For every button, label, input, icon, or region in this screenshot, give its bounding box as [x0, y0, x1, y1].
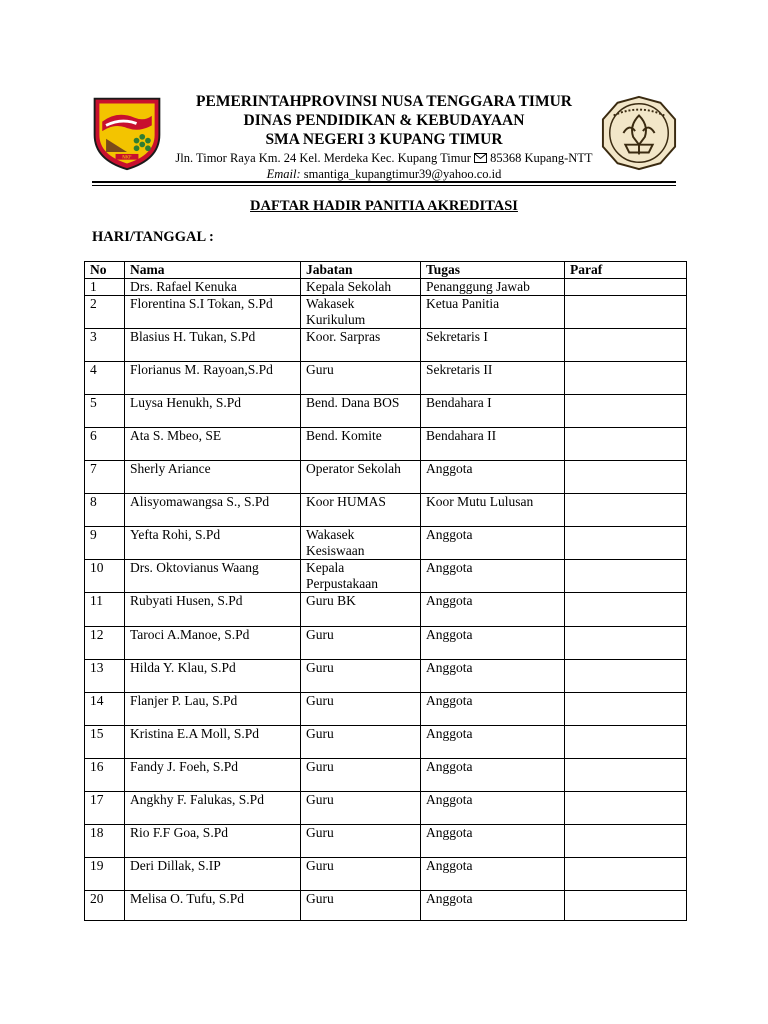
member-name: Luysa Henukh, S.Pd: [125, 395, 301, 428]
member-name: Flanjer P. Lau, S.Pd: [125, 693, 301, 726]
row-number: 9: [85, 527, 125, 560]
letterhead-text: [160, 92, 608, 182]
member-position: Bend. Komite: [301, 428, 421, 461]
member-task: Anggota: [421, 627, 565, 660]
member-name: Drs. Oktovianus Waang: [125, 560, 301, 593]
member-name: Florentina S.I Tokan, S.Pd: [125, 296, 301, 329]
table-row: [85, 296, 687, 329]
member-name: Taroci A.Manoe, S.Pd: [125, 627, 301, 660]
row-number: 15: [85, 726, 125, 759]
member-task: Anggota: [421, 825, 565, 858]
member-task: Sekretaris II: [421, 362, 565, 395]
email-label: Email:: [266, 167, 301, 181]
tut-wuri-handayani-emblem-icon: [600, 94, 678, 172]
table-row: [85, 560, 687, 593]
member-name: Angkhy F. Falukas, S.Pd: [125, 792, 301, 825]
signature-cell: [565, 858, 687, 891]
member-task: Anggota: [421, 527, 565, 560]
member-task: Penanggung Jawab: [421, 279, 565, 296]
signature-cell: [565, 891, 687, 921]
email-address: smantiga_kupangtimur39@yahoo.co.id: [303, 167, 502, 181]
signature-cell: [565, 461, 687, 494]
member-task: Anggota: [421, 560, 565, 593]
member-name: Sherly Ariance: [125, 461, 301, 494]
member-position: Guru: [301, 693, 421, 726]
member-position: Bend. Dana BOS: [301, 395, 421, 428]
member-name: Fandy J. Foeh, S.Pd: [125, 759, 301, 792]
row-number: 2: [85, 296, 125, 329]
table-row: [85, 660, 687, 693]
school-address: [160, 150, 608, 166]
member-name: Melisa O. Tufu, S.Pd: [125, 891, 301, 921]
member-position: Guru: [301, 627, 421, 660]
member-task: Anggota: [421, 792, 565, 825]
member-name: Rubyati Husen, S.Pd: [125, 593, 301, 627]
signature-cell: [565, 362, 687, 395]
department-name: DINAS PENDIDIKAN & KEBUDAYAAN: [243, 112, 525, 129]
member-task: Anggota: [421, 858, 565, 891]
member-name: Rio F.F Goa, S.Pd: [125, 825, 301, 858]
row-number: 10: [85, 560, 125, 593]
signature-cell: [565, 726, 687, 759]
postal-city-text: 85368 Kupang-NTT: [487, 151, 593, 165]
row-number: 4: [85, 362, 125, 395]
table-row: [85, 726, 687, 759]
table-row: [85, 461, 687, 494]
row-number: 18: [85, 825, 125, 858]
table-row: [85, 279, 687, 296]
member-task: Anggota: [421, 461, 565, 494]
header-tugas: Tugas: [421, 262, 565, 279]
header-no: No: [85, 262, 125, 279]
signature-cell: [565, 792, 687, 825]
member-position: Kepala Sekolah: [301, 279, 421, 296]
table-row: [85, 527, 687, 560]
member-name: Kristina E.A Moll, S.Pd: [125, 726, 301, 759]
letterhead: [0, 0, 768, 200]
header-nama: Nama: [125, 262, 301, 279]
date-label: HARI/TANGGAL :: [92, 229, 214, 245]
member-position: Guru: [301, 362, 421, 395]
row-number: 19: [85, 858, 125, 891]
member-position: Guru: [301, 792, 421, 825]
signature-cell: [565, 560, 687, 593]
table-row: [85, 494, 687, 527]
member-position: Guru: [301, 660, 421, 693]
member-position: Kepala Perpustakaan: [301, 560, 421, 593]
signature-cell: [565, 593, 687, 627]
table-row: [85, 693, 687, 726]
row-number: 13: [85, 660, 125, 693]
document-title: DAFTAR HADIR PANITIA AKREDITASI: [250, 198, 518, 214]
letterhead-rule-thick: [92, 181, 676, 183]
row-number: 5: [85, 395, 125, 428]
letterhead-rule-thin: [92, 185, 676, 186]
table-row: [85, 792, 687, 825]
member-position: Guru: [301, 825, 421, 858]
table-row: [85, 858, 687, 891]
member-name: Yefta Rohi, S.Pd: [125, 527, 301, 560]
school-email-line: [160, 166, 608, 182]
table-row: [85, 825, 687, 858]
member-name: Ata S. Mbeo, SE: [125, 428, 301, 461]
table-row: [85, 395, 687, 428]
table-row: [85, 329, 687, 362]
row-number: 14: [85, 693, 125, 726]
member-name: Deri Dillak, S.IP: [125, 858, 301, 891]
signature-cell: [565, 527, 687, 560]
member-position: Koor. Sarpras: [301, 329, 421, 362]
row-number: 8: [85, 494, 125, 527]
signature-cell: [565, 279, 687, 296]
table-row: [85, 759, 687, 792]
member-task: Anggota: [421, 660, 565, 693]
member-task: Anggota: [421, 593, 565, 627]
signature-cell: [565, 494, 687, 527]
member-position: Operator Sekolah: [301, 461, 421, 494]
member-position: Guru: [301, 858, 421, 891]
signature-cell: [565, 329, 687, 362]
member-name: Drs. Rafael Kenuka: [125, 279, 301, 296]
signature-cell: [565, 759, 687, 792]
signature-cell: [565, 395, 687, 428]
member-task: Bendahara I: [421, 395, 565, 428]
member-name: Florianus M. Rayoan,S.Pd: [125, 362, 301, 395]
member-position: Wakasek Kesiswaan: [301, 527, 421, 560]
member-task: Anggota: [421, 891, 565, 921]
row-number: 3: [85, 329, 125, 362]
row-number: 16: [85, 759, 125, 792]
signature-cell: [565, 627, 687, 660]
table-row: [85, 593, 687, 627]
member-name: Alisyomawangsa S., S.Pd: [125, 494, 301, 527]
signature-cell: [565, 825, 687, 858]
school-name: SMA NEGERI 3 KUPANG TIMUR: [265, 131, 503, 148]
member-task: Bendahara II: [421, 428, 565, 461]
member-task: Ketua Panitia: [421, 296, 565, 329]
table-row: [85, 362, 687, 395]
member-task: Sekretaris I: [421, 329, 565, 362]
ntt-province-crest-icon: [88, 93, 166, 173]
table-body: [85, 279, 687, 921]
row-number: 17: [85, 792, 125, 825]
attendance-table: [84, 261, 687, 921]
row-number: 12: [85, 627, 125, 660]
member-name: Blasius H. Tukan, S.Pd: [125, 329, 301, 362]
table-row: [85, 891, 687, 921]
envelope-icon: [474, 153, 487, 163]
row-number: 20: [85, 891, 125, 921]
member-name: Hilda Y. Klau, S.Pd: [125, 660, 301, 693]
row-number: 7: [85, 461, 125, 494]
member-task: Koor Mutu Lulusan: [421, 494, 565, 527]
address-text: Jln. Timor Raya Km. 24 Kel. Merdeka Kec. Kupang Timur: [175, 151, 475, 165]
signature-cell: [565, 296, 687, 329]
member-position: Guru: [301, 891, 421, 921]
table-row: [85, 428, 687, 461]
table-row: [85, 627, 687, 660]
member-position: Guru: [301, 759, 421, 792]
member-position: Guru BK: [301, 593, 421, 627]
header-jabatan: Jabatan: [301, 262, 421, 279]
table-header-row: [85, 262, 687, 279]
member-position: Koor HUMAS: [301, 494, 421, 527]
row-number: 6: [85, 428, 125, 461]
member-task: Anggota: [421, 693, 565, 726]
member-position: Guru: [301, 726, 421, 759]
signature-cell: [565, 693, 687, 726]
member-task: Anggota: [421, 726, 565, 759]
row-number: 11: [85, 593, 125, 627]
svg-text:NKF: NKF: [122, 155, 132, 161]
signature-cell: [565, 428, 687, 461]
signature-cell: [565, 660, 687, 693]
row-number: 1: [85, 279, 125, 296]
member-position: Wakasek Kurikulum: [301, 296, 421, 329]
header-paraf: Paraf: [565, 262, 687, 279]
government-name: PEMERINTAHPROVINSI NUSA TENGGARA TIMUR: [196, 93, 572, 110]
member-task: Anggota: [421, 759, 565, 792]
